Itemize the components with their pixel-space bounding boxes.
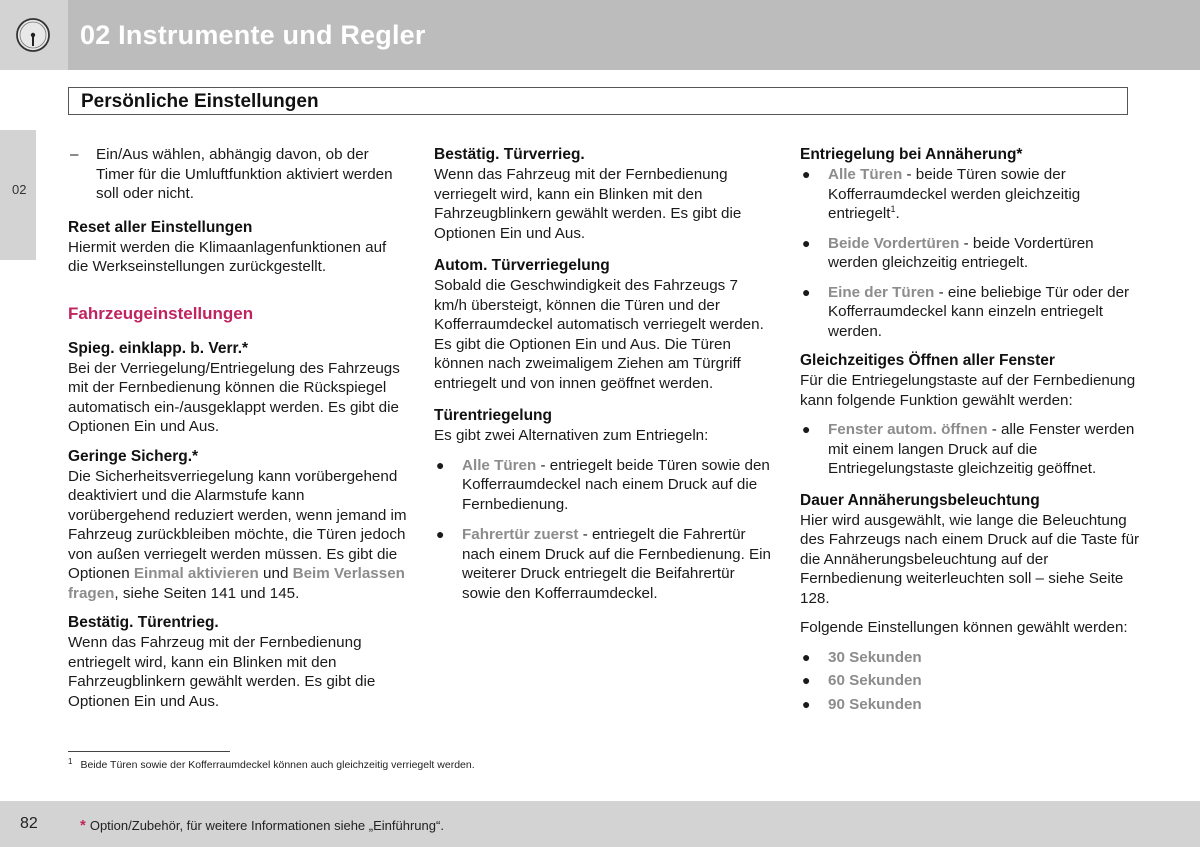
mirror-section — [68, 339, 408, 437]
speedometer-icon — [15, 17, 51, 53]
bullet-dot: ● — [436, 456, 445, 473]
option-text: - beide Vordertüren werden gleichzeitig entriegelt. — [828, 234, 1094, 271]
chapter-title: 02 Instrumente und Regler — [80, 20, 426, 50]
section-title: Persönliche Einstellungen — [81, 91, 319, 112]
footnote-text: Beide Türen sowie der Kofferraumdeckel können auch gleichzeitig verriegelt werden. — [80, 759, 475, 771]
option-label: Beide Vordertüren — [828, 234, 960, 252]
auto-lock-heading: Autom. Türverriegelung — [434, 257, 610, 274]
footnote-number: 1 — [68, 756, 73, 766]
unlock-text: Es gibt zwei Alternativen zum Entriegeln: — [434, 427, 709, 444]
unlock-confirm-section — [68, 613, 408, 711]
list-item — [800, 283, 1140, 342]
dash-bullet: – — [70, 146, 79, 163]
list-item — [800, 165, 1140, 224]
approach-options-list — [800, 165, 1140, 341]
footnote-ref: 1 — [890, 203, 896, 214]
light-text-2: Folgende Einstellungen können gewählt werden: — [800, 619, 1128, 636]
option-text: - eine beliebige Tür oder der Kofferraumdeckel kann einzeln entriegelt werden. — [828, 283, 1130, 340]
option-label: 60 Sekunden — [828, 672, 922, 689]
dash-item-text: Ein/Aus wählen, abhängig davon, ob der Timer für die Umluftfunktion aktiviert werden soll oder nicht. — [96, 146, 393, 202]
footer-note — [80, 817, 444, 834]
footer-note-text: Option/Zubehör, für weitere Informationen siehe „Einführung“. — [89, 818, 444, 833]
lock-confirm-text: Wenn das Fahrzeug mit der Fernbedienung verriegelt wird, kann ein Blinken mit den Fahrzeugblinkern gewählt werden. Es gibt die Optionen Ein und Aus. — [434, 166, 742, 242]
bullet-dot: ● — [802, 672, 811, 688]
option-text: - alle Fenster werden mit einem langen Druck auf die Entriegelungstaste gleichzeitig geöffnet. — [828, 421, 1135, 477]
list-item — [434, 525, 774, 603]
option-label: Alle Türen — [462, 456, 537, 474]
security-text-1: Die Sicherheitsverriegelung kann vorübergehend deaktiviert und die Alarmstufe kann vorübergehend reduziert werden, wenn jemand im Fahrzeug zurückbleiben möchte, die Türen jedoch von außen verriegelt werden müssen. Es gibt die Optionen — [68, 467, 407, 582]
option-star: * — [80, 817, 86, 834]
unlock-options-list — [434, 456, 774, 604]
footnote-divider — [68, 751, 230, 752]
light-text: Hier wird ausgewählt, wie lange die Beleuchtung des Fahrzeugs nach einem Druck auf die Taste für die Annäherungsbeleuchtung auf der Fernbedienung weiterleuchten soll – siehe Seite 128. — [800, 511, 1140, 607]
unlock-confirm-heading: Bestätig. Türentrieg. — [68, 614, 219, 631]
option-tail: . — [895, 205, 900, 222]
option-text: - beide Türen sowie der Kofferraumdeckel werden gleichzeitig entriegelt — [828, 166, 1081, 222]
chapter-side-tab — [0, 130, 36, 260]
bullet-dot: ● — [802, 648, 811, 665]
option-text: - entriegelt die Fahrertür nach einem Druck auf die Fernbedienung. Ein weiterer Druck entriegelt die Beifahrertür sowie den Kofferraumdeckel. — [462, 526, 772, 602]
lock-confirm-heading: Bestätig. Türverrieg. — [434, 146, 585, 163]
windows-heading: Gleichzeitiges Öffnen aller Fenster — [800, 352, 1055, 369]
option-label: 90 Sekunden — [828, 695, 922, 713]
bullet-dot: ● — [802, 695, 811, 712]
auto-lock-section — [434, 256, 774, 393]
option-once: Einmal aktivieren — [133, 565, 259, 582]
reset-heading: Reset aller Einstellungen — [68, 218, 253, 236]
option-text: - entriegelt beide Türen sowie den Kofferraumdeckel nach einem Druck auf die Fernbedienung. — [462, 456, 770, 513]
windows-section — [800, 351, 1140, 479]
option-label: Fahrertür zuerst — [462, 526, 579, 543]
lock-confirm-section — [434, 145, 774, 243]
auto-lock-text: Sobald die Geschwindigkeit des Fahrzeugs 7 km/h übersteigt, können die Türen und der Kofferraumdeckel automatisch verriegelt werden. Es gibt die Optionen Ein und Aus. Die Türen können nach zweimaligem Ziehen am Türgriff entriegelt und von innen geöffnet werden. — [434, 277, 764, 392]
footnote — [68, 756, 475, 771]
security-text — [68, 467, 408, 604]
reset-text: Hiermit werden die Klimaanlagenfunktionen auf die Werkseinstellungen zurückgestellt. — [68, 238, 387, 275]
section-title-box — [68, 87, 1128, 115]
bullet-dot: ● — [802, 421, 811, 437]
approach-heading: Entriegelung bei Annäherung* — [800, 146, 1023, 163]
unlock-confirm-text: Wenn das Fahrzeug mit der Fernbedienung entriegelt wird, kann ein Blinken mit den Fahrzeugblinkern gewählt werden. Es gibt die Optionen Ein und Aus. — [68, 634, 376, 710]
security-text-2: , siehe Seiten 141 und 145. — [114, 584, 300, 602]
chapter-header — [68, 0, 1200, 70]
option-label: Alle Türen — [828, 166, 903, 183]
light-options-list — [800, 648, 1140, 715]
list-item — [800, 671, 1140, 691]
unlock-section — [434, 406, 774, 603]
option-label: Fenster autom. öffnen — [828, 421, 988, 438]
bullet-dot: ● — [436, 526, 445, 542]
dash-list-item — [68, 145, 408, 204]
footer-bar — [68, 801, 1200, 847]
reset-section — [68, 218, 408, 277]
option-ask-leaving: Beim Verlassen fragen — [68, 565, 405, 602]
light-section — [800, 491, 1140, 715]
list-item — [800, 648, 1140, 668]
column-3 — [800, 145, 1140, 724]
column-1 — [68, 145, 408, 721]
unlock-heading: Türentriegelung — [434, 407, 552, 424]
option-label: 30 Sekunden — [828, 648, 922, 666]
bullet-dot: ● — [802, 166, 811, 182]
mirror-heading: Spieg. einklapp. b. Verr.* — [68, 339, 249, 357]
light-heading: Dauer Annäherungsbeleuchtung — [800, 491, 1040, 509]
bullet-dot: ● — [802, 234, 811, 251]
security-heading: Geringe Sicherg.* — [68, 447, 199, 465]
mirror-text: Bei der Verriegelung/Entriegelung des Fahrzeugs mit der Fernbedienung können die Rückspiegel automatisch ein-/ausgeklappt werden. Es gibt die Optionen Ein und Aus. — [68, 359, 400, 435]
list-item — [800, 420, 1140, 479]
list-item — [800, 234, 1140, 273]
approach-section — [800, 145, 1140, 341]
chapter-tab-label: 02 — [12, 182, 27, 197]
vehicle-settings-heading: Fahrzeugeinstellungen — [68, 303, 254, 323]
windows-text: Für die Entriegelungstaste auf der Fernbedienung kann folgende Funktion gewählt werden: — [800, 372, 1136, 409]
option-label: Eine der Türen — [828, 283, 935, 301]
bullet-dot: ● — [802, 283, 811, 300]
header-icon-block — [0, 0, 68, 70]
security-section — [68, 447, 408, 604]
windows-options-list — [800, 420, 1140, 479]
list-item — [800, 695, 1140, 715]
column-2 — [434, 145, 774, 613]
list-item — [434, 456, 774, 515]
footer-page-block — [0, 801, 68, 847]
page-number: 82 — [20, 815, 38, 832]
security-and: und — [263, 565, 289, 582]
